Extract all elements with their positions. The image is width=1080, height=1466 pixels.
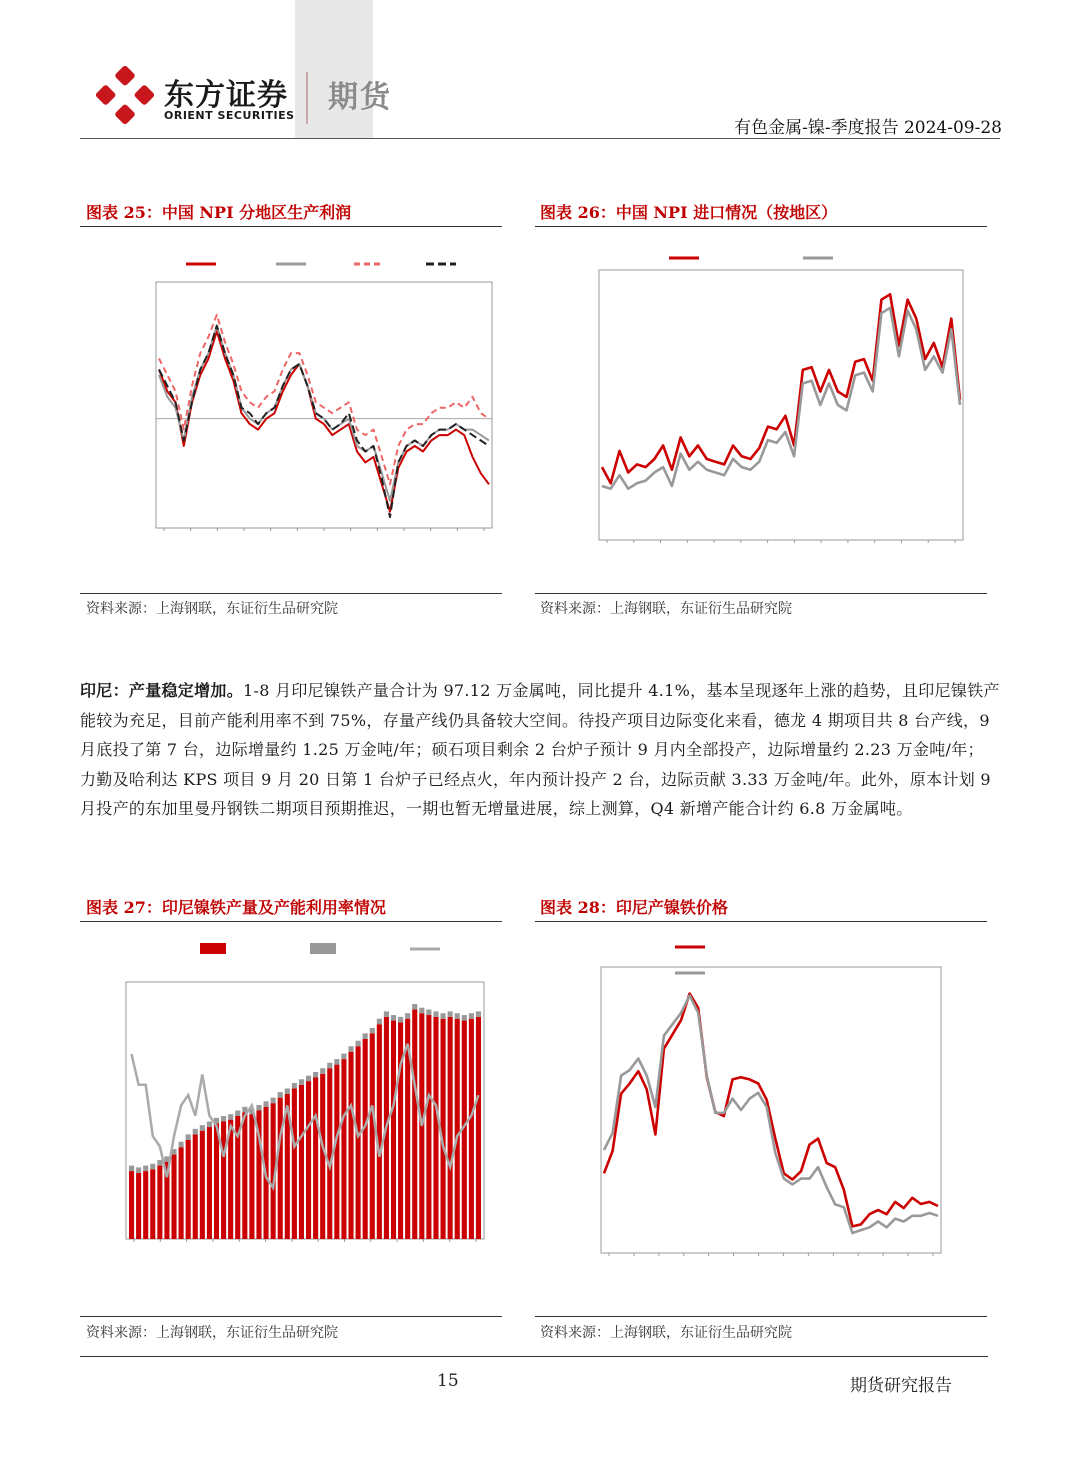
bar-low-nickel [356,1041,361,1047]
bar-low-nickel [462,1015,467,1021]
bar-mid-high-nickel [348,1052,353,1239]
bar-mid-high-nickel [143,1171,148,1239]
bar-mid-high-nickel [398,1022,403,1239]
bar-mid-high-nickel [171,1155,176,1239]
bar-mid-high-nickel [426,1015,431,1239]
bar-mid-high-nickel [136,1173,141,1239]
bar-low-nickel [334,1059,339,1065]
bar-low-nickel [193,1129,198,1135]
fig26-title-rule [535,226,987,227]
fig26-title: 图表 26：中国 NPI 进口情况（按地区） [540,203,838,222]
bar-low-nickel [370,1028,375,1034]
fig26-source: 资料来源：上海钢联，东证衍生品研究院 [540,601,792,617]
bar-mid-high-nickel [320,1074,325,1239]
fig27-title-rule [80,921,502,922]
bar-low-nickel [469,1013,474,1019]
bar-low-nickel [186,1134,191,1140]
bar-low-nickel [292,1083,297,1089]
page-number: 15 [437,1371,459,1391]
bar-low-nickel [476,1011,481,1017]
bar-mid-high-nickel [469,1019,474,1239]
report-title: 有色金属-镍-季度报告 2024-09-28 [734,118,1002,138]
bar-low-nickel [264,1101,269,1107]
bar-mid-high-nickel [157,1166,162,1239]
footer-rule [80,1356,988,1357]
bar-mid-high-nickel [334,1065,339,1239]
bar-mid-high-nickel [193,1134,198,1239]
fig25-bottom-rule [80,593,502,594]
bar-low-nickel [341,1054,346,1060]
bar-low-nickel [348,1046,353,1052]
brand-subtitle: 期货 [328,80,392,115]
fig26-bottom-rule [535,593,987,594]
bar-mid-high-nickel [412,1010,417,1239]
bar-mid-high-nickel [249,1114,254,1239]
bar-low-nickel [278,1092,283,1098]
fig27-title: 图表 27：印尼镍铁产量及产能利用率情况 [86,898,386,917]
bar-mid-high-nickel [299,1085,304,1239]
bar-mid-high-nickel [370,1033,375,1239]
bar-mid-high-nickel [313,1077,318,1239]
bar-mid-high-nickel [391,1021,396,1239]
bar-mid-high-nickel [363,1039,368,1239]
fig28-source: 资料来源：上海钢联，东证衍生品研究院 [540,1325,792,1341]
bar-low-nickel [384,1011,389,1017]
bar-low-nickel [207,1122,212,1128]
bar-mid-high-nickel [306,1081,311,1239]
bar-low-nickel [398,1017,403,1023]
bar-low-nickel [235,1111,240,1117]
footer-label: 期货研究报告 [850,1376,952,1396]
series-line-2 [159,315,489,485]
legend-swatch [310,943,336,954]
fig28-indonesia-price-chart [535,927,987,1312]
bar-mid-high-nickel [278,1098,283,1239]
fig25-title-rule [80,226,502,227]
bar-low-nickel [448,1011,453,1017]
fig27-source: 资料来源：上海钢联，东证衍生品研究院 [86,1325,338,1341]
bar-low-nickel [299,1079,304,1085]
fig25-title: 图表 25：中国 NPI 分地区生产利润 [86,203,352,222]
bar-mid-high-nickel [179,1147,184,1239]
fig28-bottom-rule [535,1316,987,1317]
body-paragraph [80,676,1000,824]
bar-low-nickel [377,1019,382,1025]
bar-low-nickel [136,1167,141,1173]
fig26-npi-import-chart [535,232,987,588]
bar-low-nickel [412,1004,417,1010]
fig27-indonesia-output-chart [80,927,502,1312]
brand-name-en: ORIENT SECURITIES [164,109,295,122]
bar-low-nickel [271,1098,276,1104]
brand-name-cn: 东方证券 [164,78,288,113]
bar-mid-high-nickel [356,1046,361,1239]
bar-low-nickel [228,1114,233,1120]
bar-mid-high-nickel [341,1059,346,1239]
bar-low-nickel [256,1105,261,1111]
bar-low-nickel [391,1015,396,1021]
bar-mid-high-nickel [292,1088,297,1239]
fig27-bottom-rule [80,1316,502,1317]
bar-low-nickel [441,1013,446,1019]
header-rule [80,138,1000,139]
bar-mid-high-nickel [221,1122,226,1239]
bar-mid-high-nickel [476,1017,481,1239]
bar-mid-high-nickel [129,1171,134,1239]
fig28-title: 图表 28：印尼产镍铁价格 [540,898,728,917]
bar-low-nickel [363,1033,368,1039]
bar-low-nickel [426,1010,431,1016]
bar-mid-high-nickel [455,1019,460,1239]
series-line-0 [604,994,938,1227]
bar-mid-high-nickel [377,1024,382,1239]
bar-low-nickel [285,1088,290,1094]
bar-low-nickel [200,1125,205,1131]
fig25-npi-profit-chart [80,232,502,588]
bar-mid-high-nickel [242,1112,247,1239]
orient-securities-logo-icon [96,66,154,124]
legend-swatch [200,943,226,954]
bar-low-nickel [143,1166,148,1172]
bar-low-nickel [129,1166,134,1172]
bar-mid-high-nickel [207,1127,212,1239]
plot-frame [156,282,492,528]
bar-mid-high-nickel [200,1131,205,1239]
bar-low-nickel [327,1063,332,1069]
bar-mid-high-nickel [186,1140,191,1239]
bar-low-nickel [419,1008,424,1014]
bar-low-nickel [221,1116,226,1122]
bar-low-nickel [313,1072,318,1078]
brand-divider [306,72,308,124]
bar-low-nickel [320,1068,325,1074]
fig25-source: 资料来源：上海钢联，东证衍生品研究院 [86,601,338,617]
bar-low-nickel [405,1013,410,1019]
paragraph-lead: 印尼：产量稳定增加。 [80,681,244,700]
bar-mid-high-nickel [433,1017,438,1239]
bar-low-nickel [157,1160,162,1166]
bar-low-nickel [455,1013,460,1019]
series-line-1 [602,308,960,489]
paragraph-body: 1-8 月印尼镍铁产量合计为 97.12 万金属吨，同比提升 4.1%，基本呈现逐年上涨的趋势，且印尼镍铁产能较为充足，目前产能利用率不到 75%，存量产线仍具备较大空间。待投产项目边际变化来看，德龙 4 期项目共 8 台产线，9 月底投了第 7 台，边际增量约 1.25 万金吨/年；硕石项目剩余 2 台炉子预计 9 月内全部投产，边际增量约 2.23 万金吨/年；力勤及哈利达 KPS 项目 9 月 20 日第 1 台炉子已经点火，年内预计投产 2 台，边际贡献 3.33 万金吨/年。此外，原本计划 9 月投产的东加里曼丹钢铁二期项目预期推迟，一期也暂无增量进展，综上测算，Q4 新增产能合计约 6.8 万金属吨。 [80,681,1000,818]
bar-low-nickel [306,1076,311,1082]
bar-low-nickel [179,1142,184,1148]
fig28-title-rule [535,921,987,922]
bar-mid-high-nickel [214,1123,219,1239]
bar-low-nickel [150,1164,155,1170]
bar-mid-high-nickel [150,1169,155,1239]
series-line-0 [159,331,489,511]
bar-mid-high-nickel [327,1068,332,1239]
bar-low-nickel [433,1011,438,1017]
bar-mid-high-nickel [448,1017,453,1239]
